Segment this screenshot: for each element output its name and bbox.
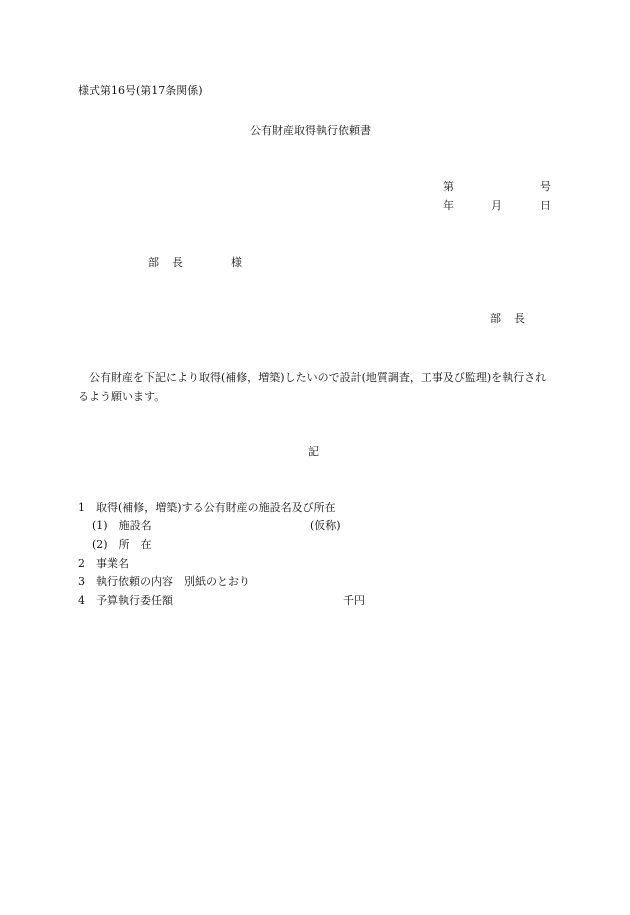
item-2-project-name: 2 事業名 bbox=[78, 557, 129, 570]
date-year: 年 bbox=[443, 199, 454, 212]
item-1-2-location: (2) 所 在 bbox=[92, 538, 152, 551]
sender-title: 部 長 bbox=[490, 312, 526, 325]
item-4-budget-amount: 4 予算執行委任額 bbox=[78, 594, 173, 607]
ki-heading: 記 bbox=[308, 445, 319, 458]
document-number-prefix: 第 bbox=[443, 180, 454, 193]
item-1-facility-and-location: 1 取得(補修，増築)する公有財産の施設名及び所在 bbox=[78, 501, 336, 514]
date-day: 日 bbox=[540, 199, 551, 212]
item-3-request-content: 3 執行依頼の内容 別紙のとおり bbox=[78, 575, 250, 588]
item-4-unit: 千円 bbox=[343, 594, 365, 607]
form-number: 様式第16号(第17条関係) bbox=[78, 84, 203, 97]
document-title: 公有財産取得執行依頼書 bbox=[250, 124, 371, 137]
item-1-1-tentative-name-note: (仮称) bbox=[310, 519, 341, 532]
item-1-1-facility-name: (1) 施設名 bbox=[92, 519, 152, 532]
document-number-suffix: 号 bbox=[540, 180, 551, 193]
addressee-title: 部 長 bbox=[148, 256, 184, 269]
request-body-text: 公有財産を下記により取得(補修，増築)したいので設計(地質調査，工事及び監理)を執行されるよう願います。 bbox=[78, 371, 547, 403]
addressee-honorific: 様 bbox=[231, 256, 242, 269]
date-month: 月 bbox=[491, 199, 502, 212]
